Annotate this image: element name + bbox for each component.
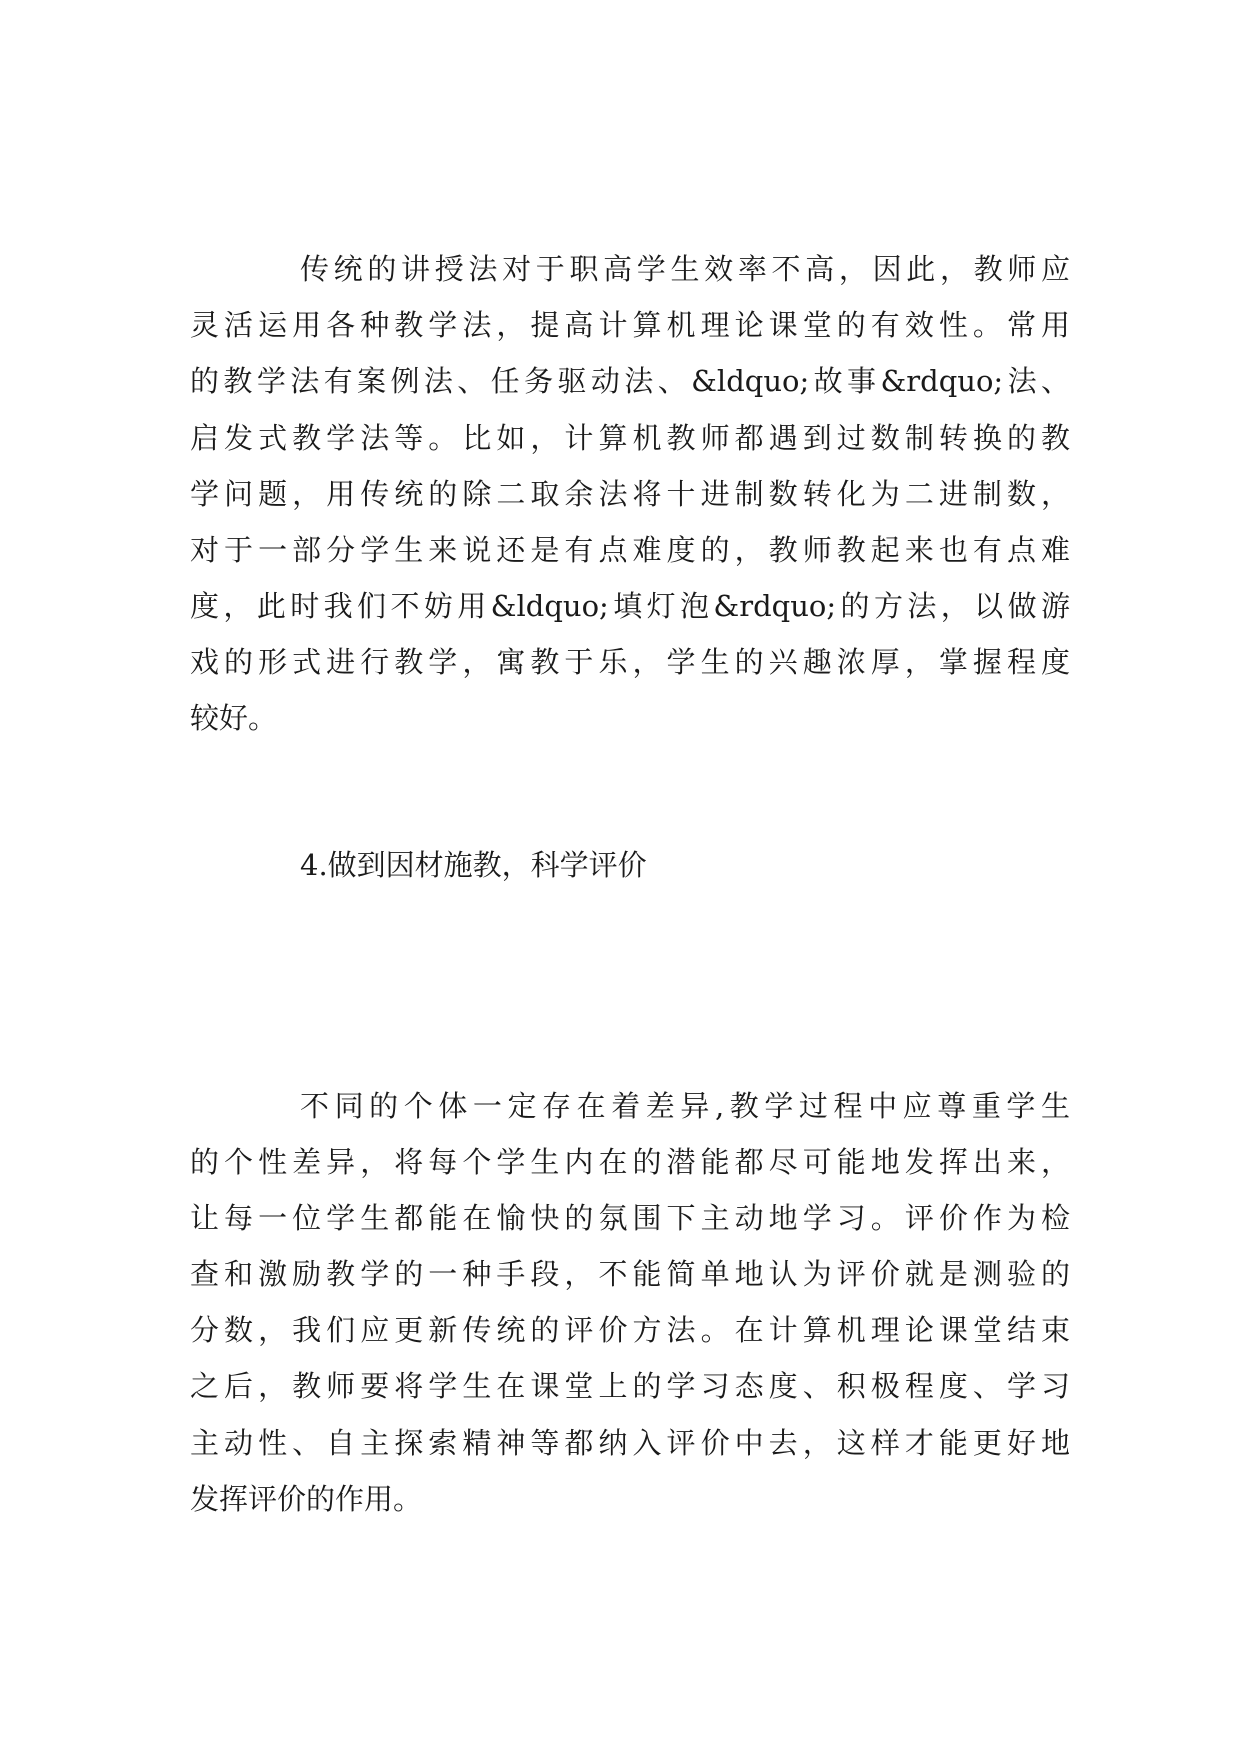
paragraph-line: 之后，教师要将学生在课堂上的学习态度、积极程度、学习 (190, 1369, 1070, 1403)
paragraph-line: 学问题，用传统的除二取余法将十进制数转化为二进制数， (190, 477, 1070, 511)
paragraph-line: 启发式教学法等。比如，计算机教师都遇到过数制转换的教 (190, 421, 1070, 455)
section-heading: 4.做到因材施教，科学评价 (300, 848, 647, 882)
paragraph-line: 较好。 (190, 701, 278, 735)
paragraph-line: 的教学法有案例法、任务驱动法、&ldquo;故事&rdquo;法、 (190, 364, 1070, 398)
paragraph-line: 度，此时我们不妨用&ldquo;填灯泡&rdquo;的方法，以做游 (190, 589, 1070, 623)
paragraph-line: 不同的个体一定存在着差异,教学过程中应尊重学生 (300, 1089, 1070, 1123)
paragraph-line: 戏的形式进行教学，寓教于乐，学生的兴趣浓厚，掌握程度 (190, 645, 1070, 679)
paragraph-line: 查和激励教学的一种手段，不能简单地认为评价就是测验的 (190, 1257, 1070, 1291)
paragraph-line: 发挥评价的作用。 (190, 1482, 423, 1516)
paragraph-line: 传统的讲授法对于职高学生效率不高，因此，教师应 (300, 252, 1070, 286)
paragraph-line: 分数，我们应更新传统的评价方法。在计算机理论课堂结束 (190, 1313, 1070, 1347)
paragraph-line: 对于一部分学生来说还是有点难度的，教师教起来也有点难 (190, 533, 1070, 567)
paragraph-line: 灵活运用各种教学法，提高计算机理论课堂的有效性。常用 (190, 308, 1070, 342)
paragraph-line: 的个性差异，将每个学生内在的潜能都尽可能地发挥出来， (190, 1145, 1070, 1179)
paragraph-line: 主动性、自主探索精神等都纳入评价中去，这样才能更好地 (190, 1426, 1070, 1460)
paragraph-line: 让每一位学生都能在愉快的氛围下主动地学习。评价作为检 (190, 1201, 1070, 1235)
